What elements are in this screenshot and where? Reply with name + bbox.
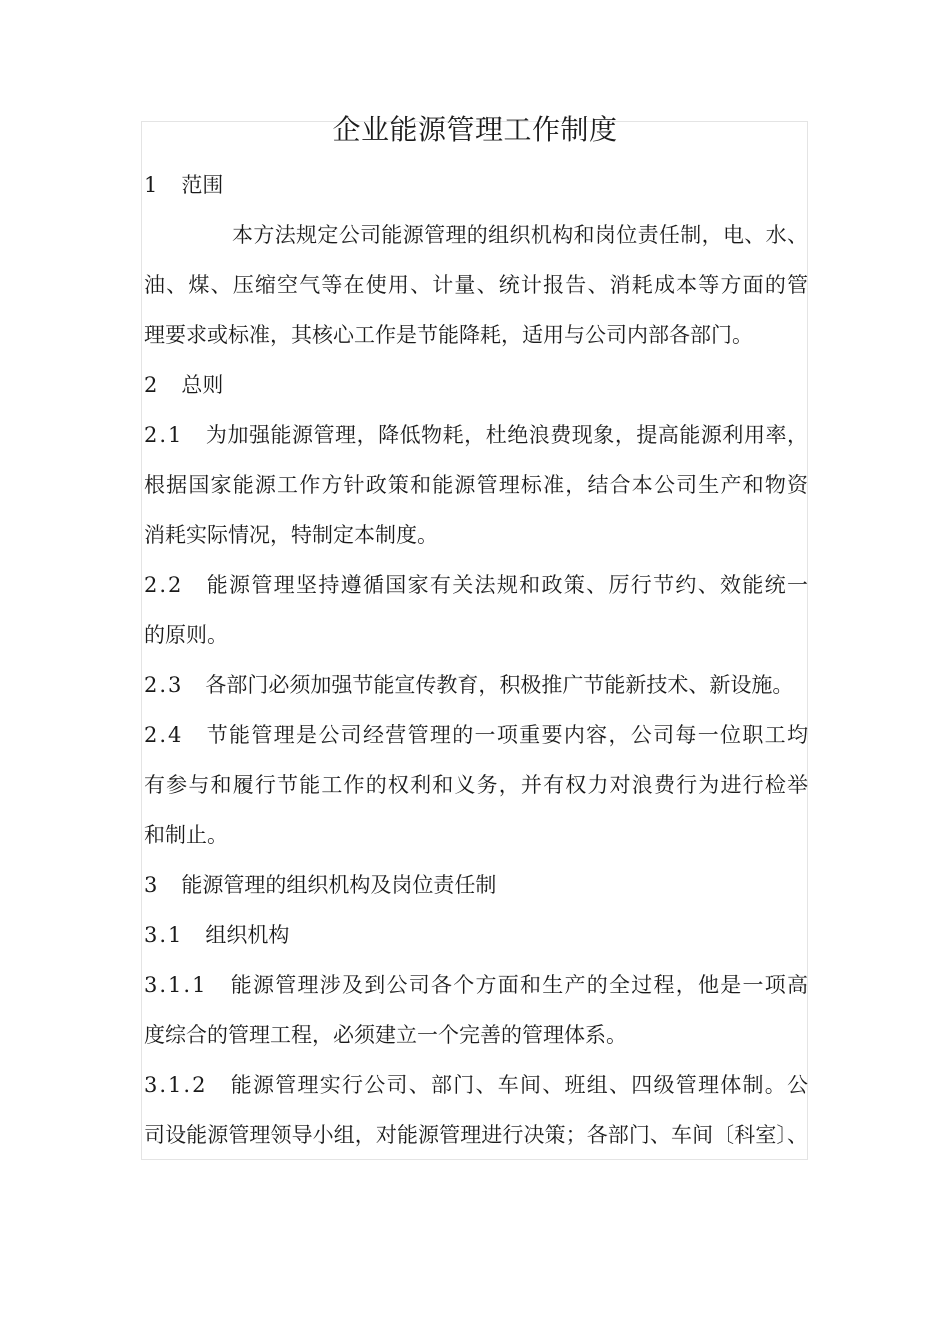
document-title: 企业能源管理工作制度 <box>332 113 618 146</box>
text-line <box>144 1010 808 1060</box>
line-text: 能源管理坚持遵循国家有关法规和政策、厉行节约、效能统一 <box>205 573 808 597</box>
line-text: 总则 <box>181 373 224 397</box>
line-text: 根据国家能源工作方针政策和能源管理标准，结合本公司生产和物资 <box>144 473 808 497</box>
line-text: 能源管理实行公司、部门、车间、班组、四级管理体制。公 <box>229 1073 808 1097</box>
line-text: 各部门必须加强节能宣传教育，积极推广节能新技术、新设施。 <box>205 673 794 697</box>
text-line <box>144 510 808 560</box>
section-number: 3.1.1 <box>144 973 208 997</box>
section-number: 1 <box>144 173 160 197</box>
text-line <box>144 460 808 510</box>
text-line <box>144 960 808 1010</box>
text-line <box>144 560 808 610</box>
text-line <box>144 210 808 260</box>
line-text: 能源管理的组织机构及岗位责任制 <box>181 873 497 897</box>
line-text: 本方法规定公司能源管理的组织机构和岗位责任制，电、水、 <box>232 223 808 247</box>
document-body <box>144 160 808 1160</box>
section-number: 3.1 <box>144 923 184 947</box>
section-number: 2.4 <box>144 723 184 747</box>
text-line <box>144 260 808 310</box>
line-text: 和制止。 <box>144 823 228 847</box>
text-line <box>144 610 808 660</box>
line-text: 司设能源管理领导小组，对能源管理进行决策；各部门、车间〔科室〕、 <box>144 1123 808 1147</box>
text-line <box>144 710 808 760</box>
line-text: 消耗实际情况，特制定本制度。 <box>144 523 438 547</box>
text-line <box>144 860 808 910</box>
section-number: 2.2 <box>144 573 184 597</box>
text-line <box>144 1060 808 1110</box>
text-line <box>144 660 808 710</box>
line-text: 能源管理涉及到公司各个方面和生产的全过程，他是一项高 <box>229 973 808 997</box>
section-number: 2 <box>144 373 160 397</box>
text-line <box>144 810 808 860</box>
line-text: 范围 <box>181 173 224 197</box>
line-text: 为加强能源管理，降低物耗，杜绝浪费现象，提高能源利用率， <box>205 423 808 447</box>
line-text: 有参与和履行节能工作的权利和义务，并有权力对浪费行为进行检举 <box>144 773 808 797</box>
text-line <box>144 760 808 810</box>
line-text: 理要求或标准，其核心工作是节能降耗，适用与公司内部各部门。 <box>144 323 753 347</box>
line-text: 组织机构 <box>205 923 290 947</box>
line-text: 的原则。 <box>144 623 228 647</box>
text-line <box>144 160 808 210</box>
text-line <box>144 310 808 360</box>
line-text: 度综合的管理工程，必须建立一个完善的管理体系。 <box>144 1023 627 1047</box>
line-text: 节能管理是公司经营管理的一项重要内容，公司每一位职工均 <box>205 723 808 747</box>
text-line <box>144 360 808 410</box>
section-number: 3.1.2 <box>144 1073 208 1097</box>
text-line <box>144 410 808 460</box>
section-number: 3 <box>144 873 160 897</box>
text-line <box>144 1110 808 1160</box>
line-text: 油、煤、压缩空气等在使用、计量、统计报告、消耗成本等方面的管 <box>144 273 808 297</box>
section-number: 2.3 <box>144 673 184 697</box>
text-line <box>144 910 808 960</box>
section-number: 2.1 <box>144 423 184 447</box>
